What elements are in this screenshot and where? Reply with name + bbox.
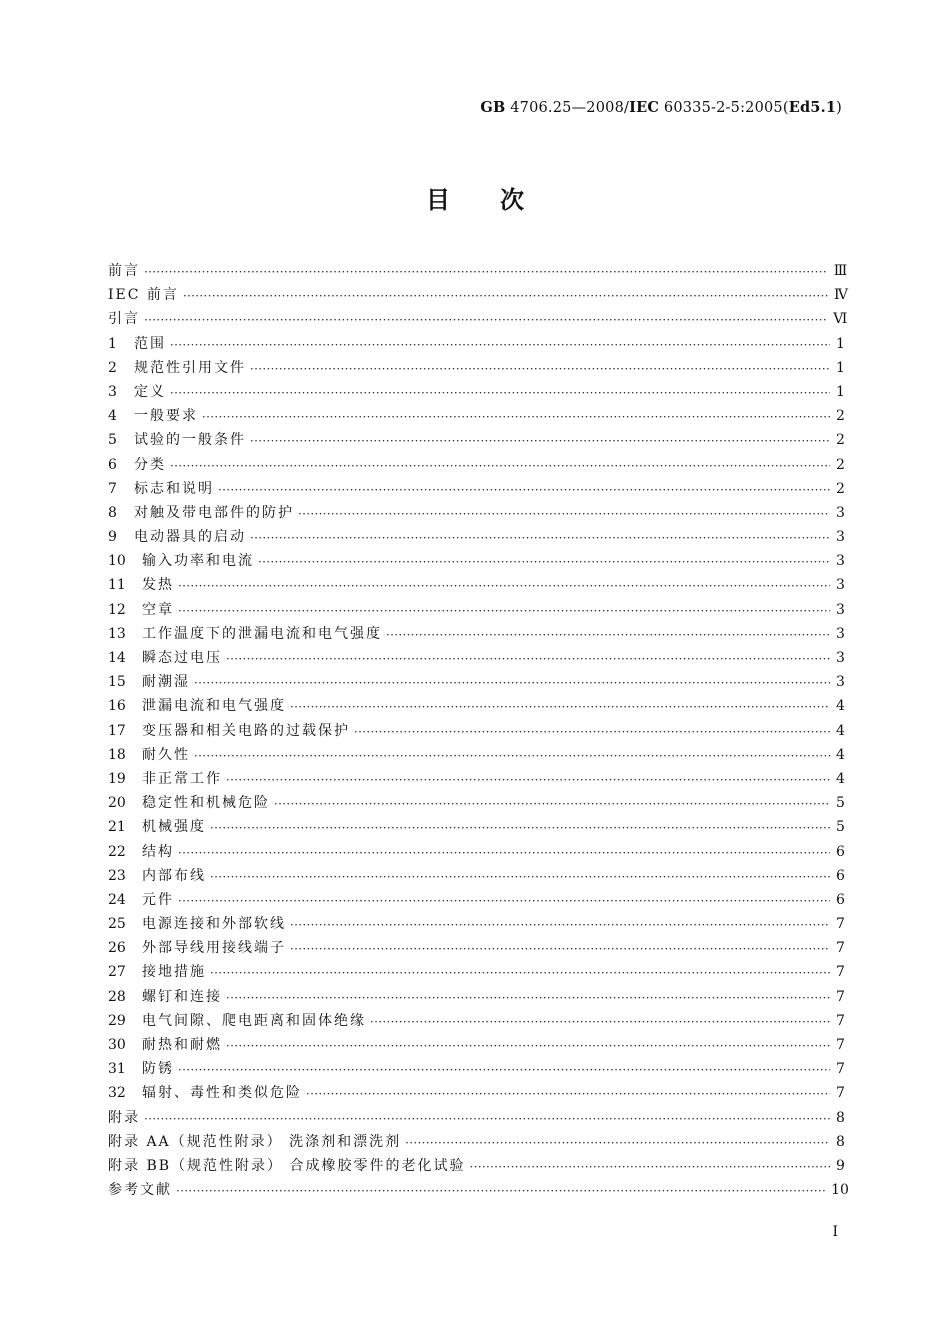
toc-entry-page: 4 [836, 770, 845, 787]
toc-entry-page: 2 [836, 456, 845, 473]
toc-dot-leader [226, 772, 830, 786]
toc-entry-label: 元件 [142, 891, 174, 908]
toc-entry-page: 3 [836, 529, 845, 546]
toc-entry[interactable] [108, 599, 844, 623]
toc-entry-page: 2 [836, 408, 845, 425]
toc-entry-number: 10 [108, 553, 126, 570]
toc-dot-leader [176, 1183, 825, 1197]
toc-entry-page: 7 [836, 1085, 845, 1102]
toc-entry-label: 机械强度 [142, 819, 206, 836]
toc-entry-page: 3 [836, 674, 845, 691]
toc-entry-number: 30 [108, 1037, 126, 1053]
toc-entry-label: 稳定性和机械危险 [142, 795, 270, 812]
toc-entry[interactable] [108, 574, 844, 598]
toc-entry-page: 3 [836, 577, 845, 594]
toc-entry-page: 7 [836, 1061, 845, 1078]
toc-dot-leader [226, 651, 830, 665]
toc-entry[interactable] [108, 405, 844, 429]
toc-entry[interactable] [108, 454, 844, 478]
toc-entry-page: 1 [836, 383, 845, 400]
toc-entry-label: 附录 AA（规范性附录） 洗涤剂和漂洗剂 [108, 1133, 402, 1150]
toc-entry[interactable] [108, 550, 844, 574]
toc-entry-number: 25 [108, 916, 126, 933]
toc-entry-number: 7 [108, 480, 117, 497]
toc-entry-label: 内部布线 [142, 867, 206, 884]
toc-entry-page: 3 [836, 601, 845, 618]
toc-entry[interactable] [108, 502, 844, 526]
toc-entry-label: 耐潮湿 [142, 674, 190, 691]
toc-dot-leader [290, 941, 830, 955]
toc-entry-number: 22 [108, 843, 126, 860]
toc-dot-leader [306, 1086, 830, 1100]
toc-entry[interactable] [108, 1131, 844, 1155]
toc-entry-number: 26 [108, 940, 126, 957]
toc-dot-leader [218, 482, 830, 496]
toc-entry-label: IEC 前言 [108, 287, 179, 304]
toc-entry-number: 21 [108, 819, 126, 836]
toc-entry[interactable] [108, 1107, 844, 1131]
toc-entry[interactable] [108, 720, 844, 744]
toc-entry-label: 泄漏电流和电气强度 [142, 698, 286, 715]
toc-entry-page: 7 [836, 940, 845, 957]
toc-entry-page: 3 [836, 625, 845, 642]
toc-entry-page: 2 [836, 432, 845, 449]
toc-entry[interactable] [108, 284, 848, 308]
toc-entry-label: 一般要求 [134, 408, 198, 425]
toc-entry[interactable] [108, 986, 844, 1010]
toc-entry-label: 定义 [134, 383, 166, 400]
toc-entry[interactable] [108, 1082, 844, 1106]
toc-dot-leader [202, 409, 830, 423]
toc-dot-leader [194, 675, 830, 689]
toc-entry[interactable] [108, 744, 844, 768]
toc-entry-label: 附录 [108, 1109, 140, 1126]
toc-dot-leader [405, 1135, 830, 1149]
toc-dot-leader [170, 458, 830, 472]
toc-entry-number: 17 [108, 722, 126, 739]
toc-dot-leader [290, 699, 830, 713]
toc-dot-leader [144, 264, 828, 278]
toc-entry-number: 3 [108, 383, 117, 400]
toc-entry[interactable] [108, 1034, 844, 1058]
toc-entry-number: 18 [108, 746, 126, 763]
toc-entry-page: 4 [836, 698, 845, 715]
toc-entry-label: 防锈 [142, 1061, 174, 1078]
toc-entry[interactable] [108, 357, 844, 381]
toc-entry-number: 28 [108, 988, 126, 1005]
toc-entry-number: 15 [108, 674, 126, 691]
toc-entry-number: 13 [108, 625, 126, 642]
toc-entry-page: 8 [836, 1133, 845, 1150]
toc-entry-number: 6 [108, 456, 117, 473]
toc-entry-label: 分类 [134, 456, 166, 473]
toc-entry-page: 6 [836, 843, 845, 860]
toc-entry-number: 8 [108, 504, 117, 521]
toc-entry[interactable] [108, 1058, 844, 1082]
toc-dot-leader [170, 337, 830, 351]
toc-entry-page: 10 [831, 1182, 849, 1199]
toc-dot-leader [194, 748, 830, 762]
toc-dot-leader [178, 603, 830, 617]
toc-entry[interactable] [108, 478, 844, 502]
toc-entry-number: 9 [108, 529, 117, 546]
toc-entry[interactable] [108, 647, 844, 671]
toc-dot-leader [298, 506, 830, 520]
toc-entry-number: 16 [108, 698, 126, 715]
toc-entry-label: 引言 [108, 311, 140, 328]
toc-entry-page: Ⅲ [833, 263, 848, 279]
page-number: I [832, 1224, 838, 1240]
standard-number: 4706.25—2008/ [510, 100, 630, 116]
toc-entry-number: 14 [108, 650, 126, 666]
toc-entry-label: 前言 [108, 263, 140, 279]
toc-entry-label: 耐久性 [142, 746, 190, 763]
toc-entry[interactable] [108, 1179, 849, 1203]
toc-entry-page: Ⅵ [833, 311, 848, 328]
toc-entry-page: 7 [836, 1012, 845, 1029]
toc-dot-leader [210, 965, 830, 979]
toc-entry-number: 5 [108, 432, 117, 449]
toc-dot-leader [226, 1038, 830, 1052]
toc-entry[interactable] [108, 816, 844, 840]
toc-dot-leader [258, 554, 830, 568]
toc-entry[interactable] [108, 889, 844, 913]
toc-entry[interactable] [108, 1010, 844, 1034]
toc-entry-label: 接地措施 [142, 964, 206, 981]
toc-entry-number: 31 [108, 1061, 126, 1078]
toc-entry-label: 标志和说明 [134, 480, 214, 497]
toc-entry[interactable] [108, 1155, 844, 1179]
toc-dot-leader [178, 1062, 830, 1076]
edition-label: Ed5.1 [788, 99, 837, 116]
toc-entry[interactable] [108, 792, 844, 816]
toc-entry-page: Ⅳ [833, 287, 848, 304]
toc-entry[interactable] [108, 768, 844, 792]
toc-dot-leader [469, 1159, 830, 1173]
iec-standard-number: 60335-2-5:2005( [663, 100, 789, 116]
toc-entry-label: 螺钉和连接 [142, 988, 222, 1005]
toc-dot-leader [170, 385, 830, 399]
toc-entry-label: 变压器和相关电路的过载保护 [142, 722, 350, 739]
toc-entry[interactable] [108, 308, 848, 332]
toc-entry[interactable] [108, 937, 844, 961]
toc-entry-label: 外部导线用接线端子 [142, 940, 286, 957]
toc-entry-page: 7 [836, 1037, 845, 1053]
toc-entry[interactable] [108, 841, 844, 865]
toc-entry-page: 2 [836, 480, 845, 497]
toc-dot-leader [370, 1014, 830, 1028]
toc-entry-page: 7 [836, 916, 845, 933]
toc-entry-number: 29 [108, 1012, 126, 1029]
toc-entry[interactable] [108, 961, 844, 985]
toc-entry-number: 12 [108, 601, 126, 618]
toc-entry-page: 4 [836, 722, 845, 739]
toc-entry-label: 耐热和耐燃 [142, 1037, 222, 1053]
toc-entry-label: 结构 [142, 843, 174, 860]
toc-entry-page: 3 [836, 504, 845, 521]
toc-entry[interactable] [108, 333, 844, 357]
toc-entry-page: 5 [836, 795, 845, 812]
toc-entry-page: 1 [836, 335, 845, 352]
toc-dot-leader [178, 578, 830, 592]
toc-dot-leader [210, 820, 830, 834]
toc-entry-label: 试验的一般条件 [134, 432, 246, 449]
toc-dot-leader [178, 845, 830, 859]
toc-entry-number: 11 [108, 577, 126, 594]
toc-entry-label: 瞬态过电压 [142, 650, 222, 666]
toc-entry-page: 3 [836, 553, 845, 570]
toc-entry-label: 非正常工作 [142, 770, 222, 787]
toc-dot-leader [386, 627, 830, 641]
toc-dot-leader [210, 869, 830, 883]
toc-entry[interactable] [108, 695, 844, 719]
toc-dot-leader [250, 530, 830, 544]
edition-close: ) [836, 100, 842, 116]
toc-entry-number: 1 [108, 335, 117, 352]
toc-entry-label: 规范性引用文件 [134, 359, 246, 376]
toc-dot-leader [274, 796, 830, 810]
table-of-contents [108, 260, 849, 1203]
toc-dot-leader [178, 893, 830, 907]
toc-entry-label: 电气间隙、爬电距离和固体绝缘 [142, 1012, 366, 1029]
toc-dot-leader [354, 724, 830, 738]
toc-entry-label: 输入功率和电流 [142, 553, 254, 570]
page-title: 目次 [426, 185, 574, 214]
toc-entry[interactable] [108, 381, 844, 405]
toc-entry-page: 1 [836, 359, 845, 376]
toc-entry-number: 23 [108, 867, 126, 884]
toc-dot-leader [290, 917, 830, 931]
toc-entry-page: 7 [836, 964, 845, 981]
toc-entry-number: 20 [108, 795, 126, 812]
toc-entry-label: 对触及带电部件的防护 [134, 504, 294, 521]
toc-entry[interactable] [108, 429, 844, 453]
toc-entry-label: 空章 [142, 601, 174, 618]
toc-dot-leader [144, 1111, 830, 1125]
toc-entry-number: 4 [108, 408, 117, 425]
toc-entry-number: 32 [108, 1085, 126, 1102]
toc-dot-leader [144, 312, 827, 326]
toc-entry-label: 附录 BB（规范性附录） 合成橡胶零件的老化试验 [108, 1157, 466, 1174]
toc-entry[interactable] [108, 260, 848, 284]
iec-prefix: IEC [629, 99, 660, 116]
toc-entry-label: 范围 [134, 335, 166, 352]
toc-entry-number: 24 [108, 891, 126, 908]
toc-dot-leader [226, 990, 830, 1004]
toc-entry-page: 3 [836, 650, 845, 666]
toc-entry-label: 参考文献 [108, 1182, 172, 1199]
toc-entry[interactable] [108, 865, 844, 889]
toc-entry[interactable] [108, 623, 844, 647]
toc-dot-leader [250, 361, 830, 375]
toc-entry-page: 4 [836, 746, 845, 763]
toc-entry-label: 发热 [142, 577, 174, 594]
toc-entry-label: 工作温度下的泄漏电流和电气强度 [142, 625, 382, 642]
toc-entry-page: 6 [836, 867, 845, 884]
toc-entry-page: 9 [836, 1157, 845, 1174]
toc-entry-page: 5 [836, 819, 845, 836]
toc-entry-page: 6 [836, 891, 845, 908]
toc-entry-label: 电源连接和外部软线 [142, 916, 286, 933]
document-header [480, 99, 842, 116]
standard-prefix: GB [480, 99, 506, 116]
toc-entry-number: 2 [108, 359, 117, 376]
toc-entry[interactable] [108, 671, 844, 695]
toc-entry-page: 7 [836, 988, 845, 1005]
toc-dot-leader [183, 288, 828, 302]
toc-entry[interactable] [108, 526, 844, 550]
toc-entry[interactable] [108, 913, 844, 937]
toc-dot-leader [250, 433, 830, 447]
toc-entry-label: 电动器具的启动 [134, 529, 246, 546]
toc-entry-page: 8 [836, 1109, 845, 1126]
toc-entry-number: 27 [108, 964, 126, 981]
toc-entry-number: 19 [108, 770, 126, 787]
toc-entry-label: 辐射、毒性和类似危险 [142, 1085, 302, 1102]
